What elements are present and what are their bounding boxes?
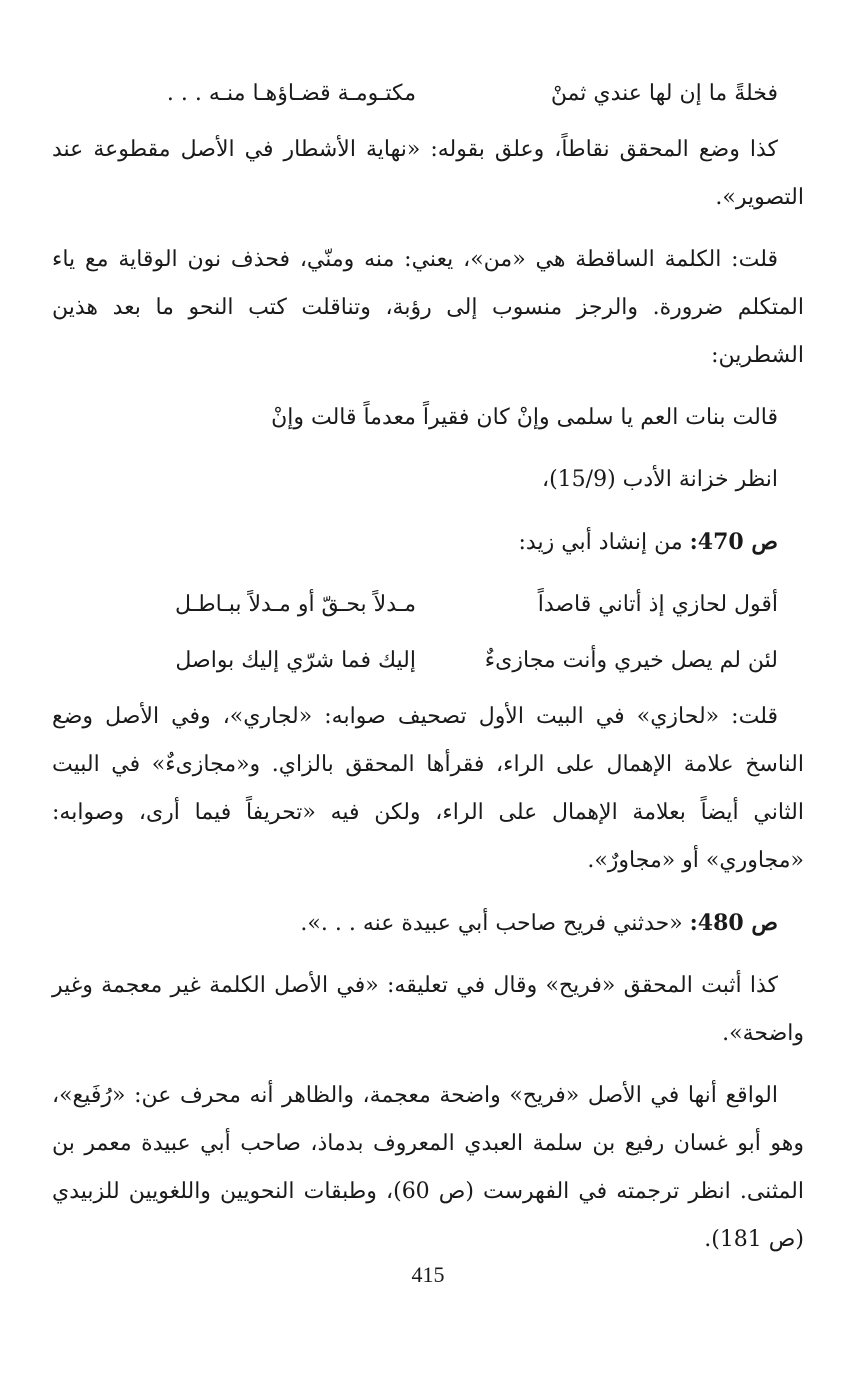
reference-text: من إنشاد أبي زيد: — [518, 530, 690, 555]
paragraph-5: كذا أثبت المحقق «فريح» وقال في تعليقه: «في الأصل الكلمة غير معجمة وغير واضحة». — [52, 973, 804, 1046]
reference-text: «حدثني فريح صاحب أبي عبيدة عنه . . .». — [300, 911, 690, 936]
verse-hemistich-left: مكتـومـة قضـاؤهـا منـه . . . — [166, 81, 416, 106]
verse-single: قالت بنات العم يا سلمى وإنْ كان فقيراً معدماً قالت وإنْ — [271, 405, 778, 430]
verse-hemistich-left: مـدلاً بحـقّ أو مـدلاً ببـاطـل — [174, 592, 416, 617]
verse-pair-2 — [52, 637, 804, 685]
page-content — [52, 70, 804, 1278]
verse-hemistich-right: لئن لم يصل خيري وأنت مجازىءٌ — [484, 648, 778, 673]
paragraph-6: الواقع أنها في الأصل «فريح» واضحة معجمة، والظاهر أنه محرف عن: «رُفَيع»، وهو أبو غسان رفيع بن سلمة العبدي المعروف بدماذ، صاحب أبي عبيدة معمر بن المثنى. انظر ترجمته في الفهرست (ص 60)، وطبقات النحويين واللغويين للزبيدي (ص 181). — [52, 1083, 804, 1252]
reference-label: ص 470: — [689, 529, 778, 555]
paragraph-1: كذا وضع المحقق نقاطاً، وعلق بقوله: «نهاية الأشطار في الأصل مقطوعة عند التصوير». — [52, 137, 804, 210]
paragraph-2: قلت: الكلمة الساقطة هي «من»، يعني: منه ومنّي، فحذف نون الوقاية مع ياء المتكلم ضرورة. والرجز منسوب إلى رؤبة، وتناقلت كتب النحو ما بعد هذين الشطرين: — [52, 247, 804, 368]
verse-pair-1 — [52, 581, 804, 629]
verse-hemistich-left: إليك فما شرّي إليك بواصل — [175, 648, 416, 673]
verse-hemistich-right: أقول لحازي إذ أتاني قاصداً — [537, 592, 778, 617]
verse-top — [52, 70, 804, 118]
paragraph-4: قلت: «لحازي» في البيت الأول تصحيف صوابه: «لجاري»، وفي الأصل وضع الناسخ علامة الإهمال على الراء، فقرأها المحقق بالزاي. و«مجازىءٌ» في البيت الثاني أيضاً بعلامة الإهمال على الراء، ولكن فيه «تحريفاً فيما أرى، وصوابه: «مجاوري» أو «مجاورٌ». — [52, 704, 804, 873]
reference-470 — [52, 518, 804, 567]
verse-hemistich-right: فخلةً ما إن لها عندي ثمنْ — [550, 81, 778, 106]
paragraph-3: انظر خزانة الأدب (15/9)، — [541, 467, 778, 492]
reference-label: ص 480: — [689, 910, 778, 936]
page-number: 415 — [411, 1262, 445, 1287]
reference-480 — [52, 899, 804, 948]
